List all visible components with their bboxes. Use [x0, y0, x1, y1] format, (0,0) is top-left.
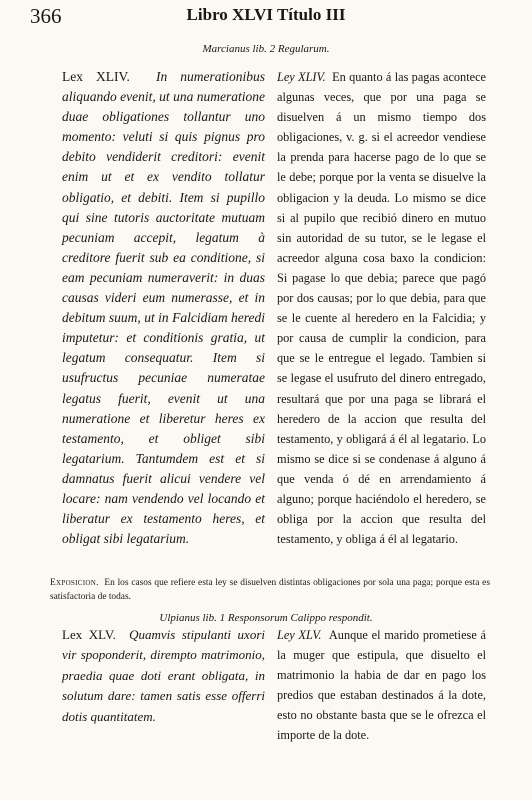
- latin-body-law-44: In numerationibus aliquando evenit, ut una numeratione duae obligationes tollantur uno momento: veluti si quis pignus pro debito vendiderit creditori: evenit enim ut et ex vendito tollatur obligatio, et debiti. Item si pupillo qui sine tutoris auctoritate mutuam pecuniam accepit, legatum à creditore fuerit sub ea conditione, si eam pecuniam numeraverit: in duas causas videri eum numerasse, et in debitum suum, ut in Falcidiam heredi imputetur: et conditionis gratia, ut legatum consequatur. Item si usufructus pecuniae numeratae legatus fuerit, evenit ut una numeratione et liberetur heres ex testamento, et obliget sibi legatarium. Tantumdem est et si damnatus fuerit alicui vendere vel locare: nam vendendo vel locando et liberatur ex testamento heres, et obligat sibi legatarium.: [62, 69, 265, 547]
- source-citation-law-45: Ulpianus lib. 1 Responsorum Calippo respondit.: [159, 612, 373, 624]
- exposition-note: [50, 576, 490, 604]
- spanish-body-law-45: Aunque el marido prometiese á la muger que estipula, que disuelto el matrimonio la habia de dar en pago los predios que estaban destinados á la dote, esto no obstante basta que se le ofrezca el importe de la dote.: [277, 628, 486, 743]
- latin-lead-law-45: Lex XLV.: [62, 627, 116, 642]
- spanish-text-law-44: [277, 67, 486, 549]
- source-citation-law-44: Marcianus lib. 2 Regularum.: [202, 43, 330, 55]
- running-head: Libro XLVI Título III: [186, 5, 346, 24]
- latin-body-law-45: Quamvis stipulanti uxori vir spoponderit, dirempto matrimonio, praedia quae doti erant obligata, in solutum dare: tamen satis esse offerri dotis quantitatem.: [62, 627, 266, 724]
- latin-text-law-45: [62, 625, 265, 727]
- page-number: 366: [30, 4, 62, 28]
- exposition-text: En los casos que refiere esta ley se disuelven distintas obligaciones por sola una paga; porque esta es satisfactoria de todas.: [50, 578, 490, 602]
- exposition-label: Exposicion.: [50, 578, 99, 588]
- spanish-lead-law-45: Ley XLV.: [277, 628, 322, 642]
- spanish-text-law-45: [277, 625, 486, 746]
- spanish-body-law-44: En quanto á las pagas acontece algunas veces, que por una paga se disuelven á un mismo tiempo dos obligaciones, v. g. si el acreedor vendiese la prenda para hacerse pago de lo que se le debe; porque por la venta se disuelve la obligacion y la deuda. Lo mismo se dice si al pupilo que recibió dinero en mutuo sin autoridad de su tutor, se le legase el acreedor alguna cosa baxo la condicion: Si pagase lo que debia; parece que pagó por dos causas; por lo que debia, para que se le cuente al heredero en la Falcidia; y por causa de cumplir la condicion, para que se le entregue el legado. Tambien si se legase el usufruto del dinero entregado, resultará que por una paga se librará el heredero de la accion que resulta del testamento, y obligará á él al legatario. Lo mismo se dice si se condenase á alguno á que venda ó dé en arrendamiento á alguno; porque haciéndolo el heredero, se obliga por la accion que resulta del testamento, y obliga á él al legatario.: [277, 70, 487, 547]
- spanish-lead-law-44: Ley XLIV.: [277, 70, 326, 84]
- latin-text-law-44: [62, 67, 265, 549]
- latin-lead-law-44: Lex XLIV.: [62, 69, 130, 84]
